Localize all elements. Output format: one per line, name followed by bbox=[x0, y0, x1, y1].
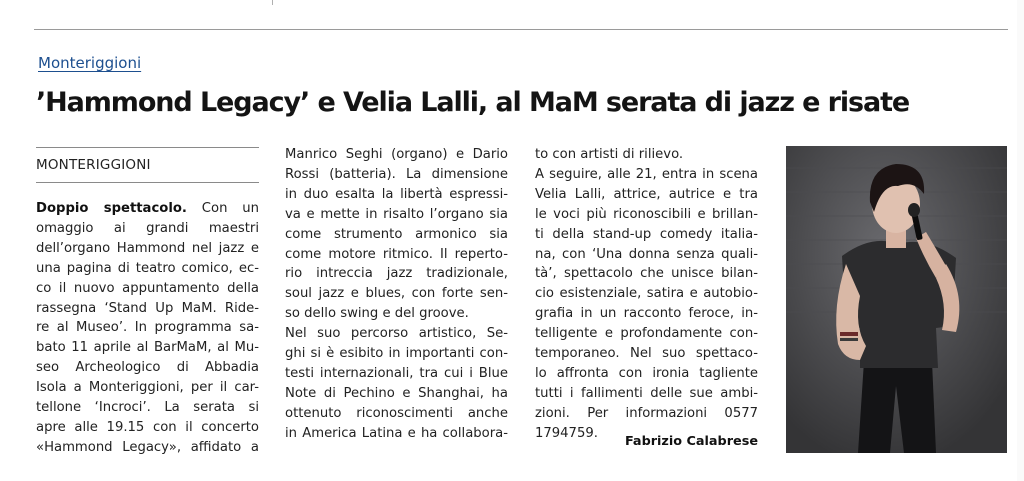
article-column-3 bbox=[535, 145, 758, 444]
dateline: MONTERIGGIONI bbox=[36, 157, 151, 173]
text-line: ottenuto riconoscimenti anche bbox=[285, 405, 508, 421]
text-line: omaggio ai grandi maestri bbox=[36, 220, 259, 236]
text-line: rio intreccia jazz tradizionale, bbox=[285, 266, 508, 282]
text-line: ghi si è esibito in importanti con- bbox=[285, 346, 508, 362]
text-line: tellone ‘Incroci’. La serata si bbox=[36, 400, 259, 416]
text-line: soul jazz e blues, con forte sen- bbox=[285, 286, 508, 302]
dateline-rule-bottom bbox=[36, 182, 259, 183]
text-line: in America Latina e ha collabora- bbox=[285, 425, 508, 441]
text-line: so dello swing e del groove. bbox=[285, 306, 469, 322]
text-line: Manrico Seghi (organo) e Dario bbox=[285, 147, 508, 162]
author-byline: Fabrizio Calabrese bbox=[624, 434, 758, 449]
text-line: A seguire, alle 21, entra in scena bbox=[535, 166, 758, 182]
text-line: co il nuovo appuntamento della bbox=[36, 280, 259, 296]
top-tick bbox=[272, 0, 273, 5]
text-line: tutti i fallimenti delle sue ambi- bbox=[535, 385, 758, 401]
text-line: come strumento armonico sia bbox=[285, 226, 508, 242]
text-line: bato 11 aprile al BarMaM, al Mu- bbox=[36, 340, 259, 356]
text-line: rassegna ‘Stand Up MaM. Ride- bbox=[36, 300, 259, 316]
text-line: lo affronta con ironia tagliente bbox=[535, 365, 758, 381]
text-line: Nel suo percorso artistico, Se- bbox=[285, 326, 508, 342]
text-line: 1794759. bbox=[535, 425, 598, 441]
text-line: tà’, spettacolo che unisce bilan- bbox=[535, 266, 758, 282]
text-line: testi internazionali, tra cui i Blue bbox=[285, 365, 508, 381]
text-line: va e mette in risalto l’organo sia bbox=[285, 206, 508, 222]
text-line: come motore ritmico. Il reperto- bbox=[285, 246, 508, 262]
article-headline: ’Hammond Legacy’ e Velia Lalli, al MaM serata di jazz e risate bbox=[36, 87, 910, 118]
text-line: «Hammond Legacy», affidato a bbox=[36, 439, 259, 455]
text-line: temporaneo. Nel suo spettaco- bbox=[535, 346, 758, 362]
text-line: na, con ‘Una donna senza quali- bbox=[535, 246, 758, 262]
text-line: cio esistenziale, satira e autobio- bbox=[535, 286, 758, 302]
text-line: telligente e profondamente con- bbox=[535, 326, 758, 342]
text-line: ti della stand-up comedy italia- bbox=[535, 226, 758, 242]
text-line: Note di Pechino e Shanghai, ha bbox=[285, 385, 508, 401]
text-line: una pagina di teatro comico, ec- bbox=[36, 260, 259, 276]
text-line: apre alle 19.15 con il concerto bbox=[36, 419, 259, 435]
text-line: seo Archeologico di Abbadia bbox=[36, 360, 259, 376]
article-column-1 bbox=[36, 199, 259, 458]
text-line: le voci più riconoscibili e brillan- bbox=[535, 206, 758, 222]
text-line: Doppio spettacolo. Con un bbox=[36, 201, 259, 216]
section-kicker[interactable]: Monteriggioni bbox=[38, 54, 142, 72]
text-line: Velia Lalli, attrice, autrice e tra bbox=[535, 186, 758, 202]
page-edge bbox=[1017, 0, 1024, 481]
text-line: Isola a Monteriggioni, per il car- bbox=[36, 380, 259, 396]
text-line: Rossi (batteria). La dimensione bbox=[285, 166, 508, 182]
text-line: in duo esalta la libertà espressi- bbox=[285, 186, 508, 202]
top-rule bbox=[34, 29, 1008, 30]
lead-in: Doppio spettacolo. bbox=[36, 201, 187, 216]
text-line: re al Museo’. In programma sa- bbox=[36, 320, 259, 336]
text-line: zioni. Per informazioni 0577 bbox=[535, 405, 758, 421]
text-line: to con artisti di rilievo. bbox=[535, 147, 684, 162]
dateline-rule-top bbox=[36, 147, 259, 148]
article-column-2 bbox=[285, 145, 508, 444]
text-line: dell’organo Hammond nel jazz e bbox=[36, 240, 259, 256]
text-line: grafia in un racconto feroce, in- bbox=[535, 306, 758, 322]
performer-photo bbox=[786, 146, 1007, 453]
